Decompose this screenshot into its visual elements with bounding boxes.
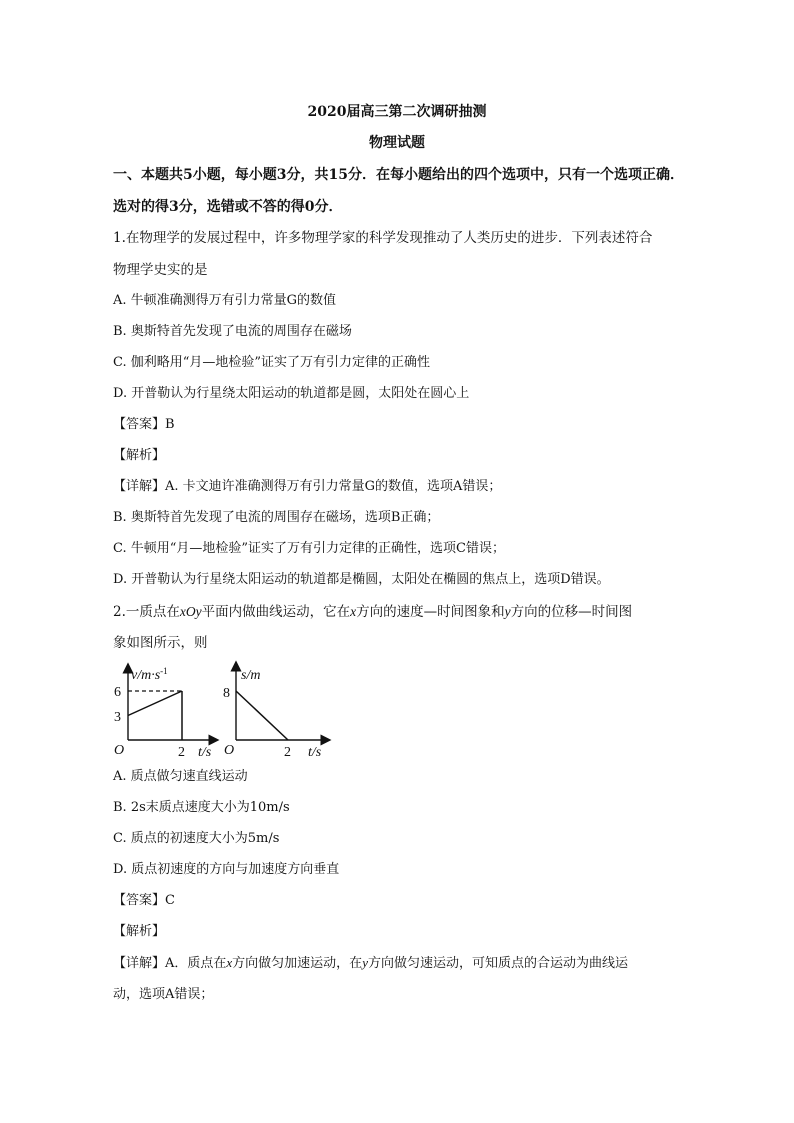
q2-detail-var-x: x [226,955,233,970]
q1-detail-a: 【详解】A. 卡文迪许准确测得万有引力常量G的数值，选项A错误； [113,479,502,494]
q1-option-a: A. 牛顿准确测得万有引力常量G的数值 [113,293,337,308]
q1-detail-d: D. 开普勒认为行星绕太阳运动的轨道都是椭圆，太阳处在椭圆的焦点上，选项D错误。 [113,572,610,587]
q2-detail-line2: 动，选项A错误； [113,987,214,1002]
v-graph-line [128,691,182,716]
q2-answer: 【答案】C [113,893,175,908]
q2-detail-var-y: y [362,955,368,970]
exam-subtitle: 物理试题 [369,135,425,151]
q1-option-c: C. 伽利略用“月—地检验”证实了万有引力定律的正确性 [113,355,431,370]
q2-stem-text-a: 2.一质点在 [113,604,180,620]
v-graph-xlabel: t/s [198,745,212,760]
section-heading-line1: 一、本题共5小题，每小题3分，共15分．在每小题给出的四个选项中，只有一个选项正确． [113,167,684,183]
velocity-time-graph [110,660,222,760]
q2-detail-text-b: 方向做匀加速运动，在 [232,956,363,971]
q1-option-d: D. 开普勒认为行星绕太阳运动的轨道都是圆，太阳处在圆心上 [113,386,470,401]
q2-stem-var-x: x [350,604,357,619]
q2-stem-line1 [113,602,632,622]
q1-analysis-label: 【解析】 [113,448,166,463]
s-graph-xlabel: t/s [308,745,322,760]
q2-option-b: B. 2s末质点速度大小为10m/s [113,800,290,815]
q1-stem-line1: 1.在物理学的发展过程中，许多物理学家的科学发现推动了人类历史的进步．下列表述符合 [113,230,653,246]
s-graph-ylabel: s/m [241,668,261,683]
s-graph-ytick-8: 8 [223,686,230,701]
q1-detail-c: C. 牛顿用“月—地检验”证实了万有引力定律的正确性，选项C错误； [113,541,505,556]
q1-option-b: B. 奥斯特首先发现了电流的周围存在磁场 [113,324,352,339]
q2-stem-text-d: 方向的位移—时间图 [510,604,633,620]
q1-stem-line2: 物理学史实的是 [113,262,208,278]
q2-stem-text-c: 方向的速度—时间图象和 [356,604,505,620]
s-graph-line [236,691,288,740]
q2-option-a: A. 质点做匀速直线运动 [113,769,248,784]
q2-stem-var-xoy: xOy [179,604,202,619]
v-graph-xtick-2: 2 [178,745,185,760]
q2-option-c: C. 质点的初速度大小为5m/s [113,831,280,846]
q2-detail-text-c: 方向做匀速运动，可知质点的合运动为曲线运 [367,956,628,971]
q2-option-d: D. 质点初速度的方向与加速度方向垂直 [113,862,340,877]
v-graph-ylabel: $v/m\cdot s^{-1}$ [131,666,168,683]
q2-analysis-label: 【解析】 [113,924,166,939]
q2-detail-text-a: 【详解】A．质点在 [113,956,227,971]
q1-detail-b: B. 奥斯特首先发现了电流的周围存在磁场，选项B正确； [113,510,440,525]
s-graph-origin: O [224,743,235,758]
q2-stem-text-b: 平面内做曲线运动，它在 [201,604,351,620]
q2-stem-var-y: y [504,604,511,619]
q2-detail-line1 [113,953,628,974]
section-heading-line2: 选对的得3分，选错或不答的得0分． [113,199,343,215]
exam-title: 2020届高三第二次调研抽测 [307,104,487,120]
s-graph-xtick-2: 2 [284,745,291,760]
q1-answer: 【答案】B [113,417,175,432]
v-graph-ytick-6: 6 [114,685,121,700]
displacement-time-graph [222,660,334,760]
v-graph-ytick-3: 3 [114,710,121,725]
v-graph-origin: O [114,743,125,758]
q2-stem-line2: 象如图所示，则 [113,635,208,651]
